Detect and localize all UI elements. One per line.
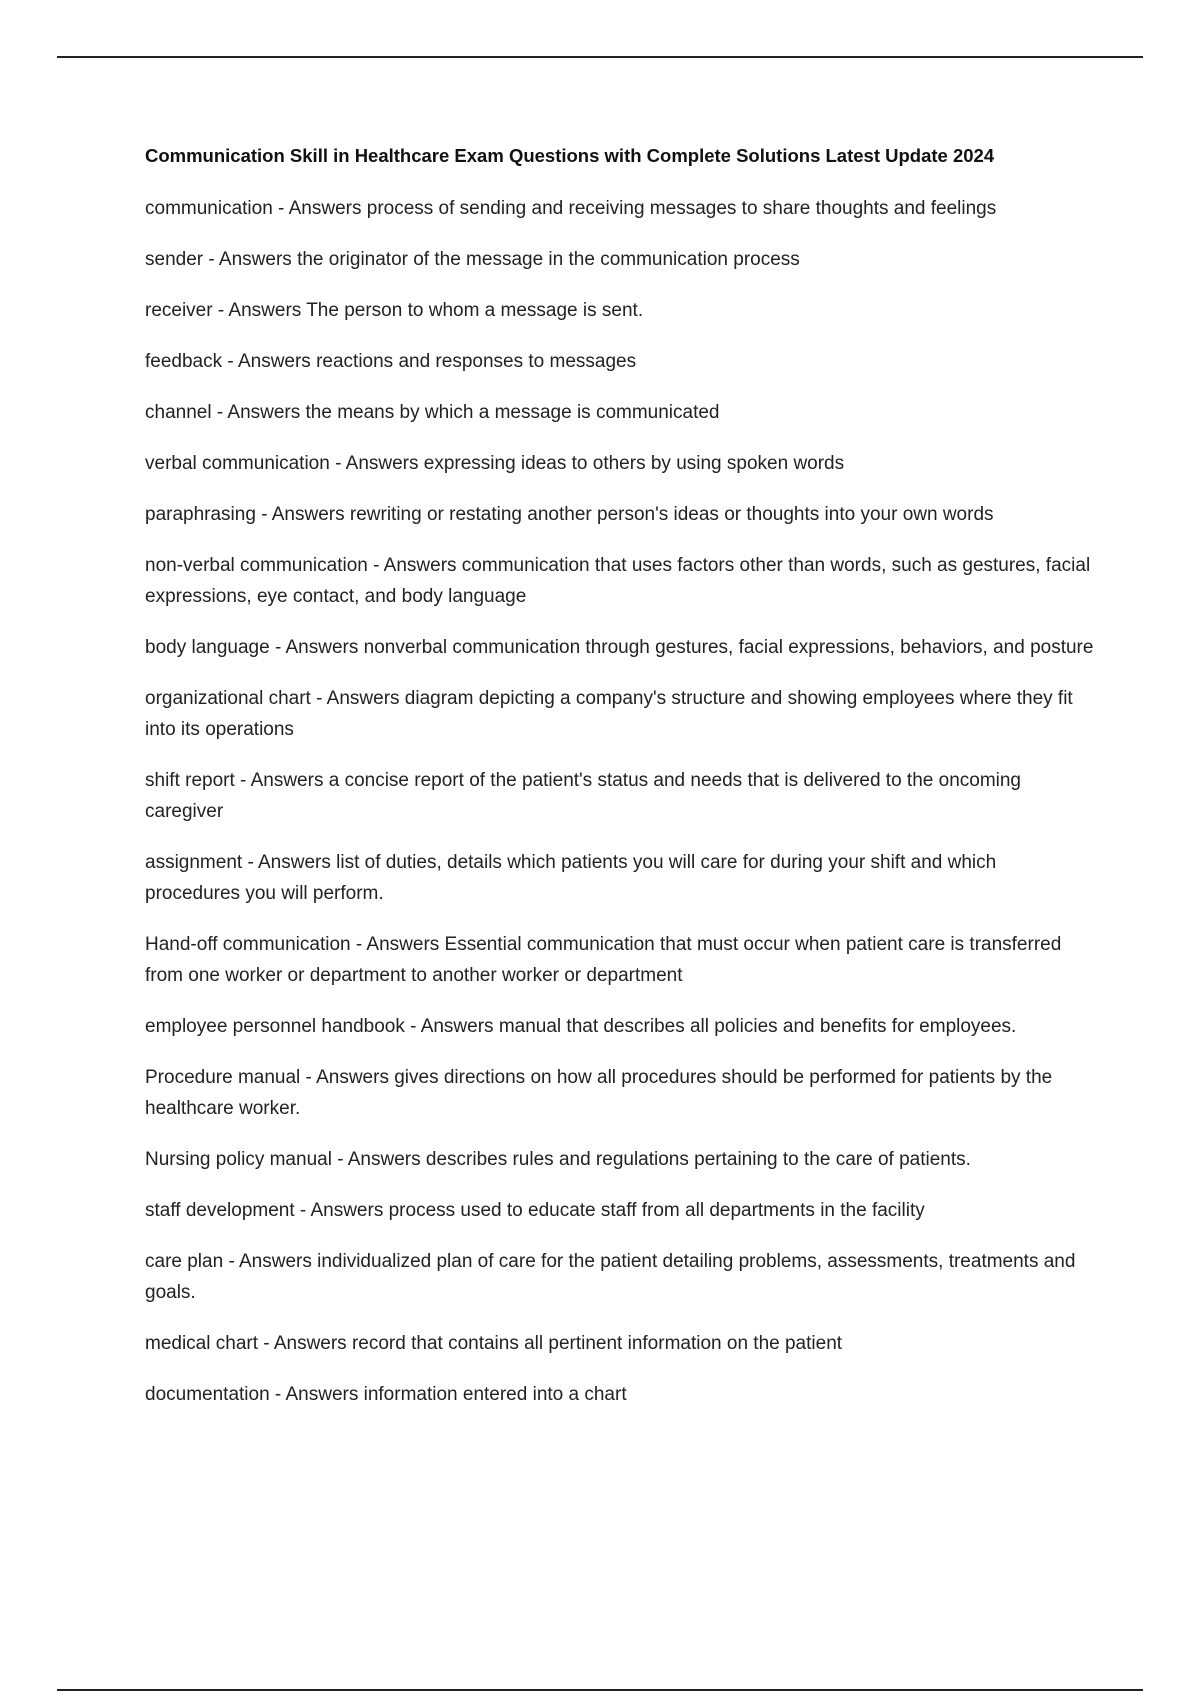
entry-channel: channel - Answers the means by which a message is communicated — [145, 402, 720, 423]
document-title: Communication Skill in Healthcare Exam Questions with Complete Solutions Latest Update 2024 — [145, 145, 995, 166]
entry-body-language: body language - Answers nonverbal communication through gestures, facial expressions, behaviors, and posture — [145, 637, 1094, 658]
entry-communication: communication - Answers process of sending and receiving messages to share thoughts and feelings — [145, 198, 997, 219]
entry-care-plan: care plan - Answers individualized plan of care for the patient detailing problems, assessments, treatments and goals. — [145, 1251, 1076, 1303]
top-divider — [57, 56, 1143, 58]
entry-assignment: assignment - Answers list of duties, details which patients you will care for during your shift and which procedures you will perform. — [145, 852, 997, 904]
entry-shift-report: shift report - Answers a concise report of the patient's status and needs that is delivered to the oncoming caregiver — [145, 770, 1022, 822]
entry-staff-development: staff development - Answers process used to educate staff from all departments in the facility — [145, 1200, 925, 1221]
entry-medical-chart: medical chart - Answers record that contains all pertinent information on the patient — [145, 1333, 843, 1354]
entry-paraphrasing: paraphrasing - Answers rewriting or restating another person's ideas or thoughts into your own words — [145, 504, 994, 525]
entry-hand-off-communication: Hand-off communication - Answers Essential communication that must occur when patient care is transferred from one worker or department to another worker or department — [145, 934, 1062, 986]
entry-receiver: receiver - Answers The person to whom a message is sent. — [145, 300, 644, 321]
entry-nursing-policy-manual: Nursing policy manual - Answers describes rules and regulations pertaining to the care of patients. — [145, 1149, 971, 1170]
entry-feedback: feedback - Answers reactions and responses to messages — [145, 351, 637, 372]
entry-employee-personnel-handbook: employee personnel handbook - Answers manual that describes all policies and benefits for employees. — [145, 1016, 1017, 1037]
entry-sender: sender - Answers the originator of the message in the communication process — [145, 249, 800, 270]
entry-documentation: documentation - Answers information entered into a chart — [145, 1384, 627, 1405]
entry-organizational-chart: organizational chart - Answers diagram depicting a company's structure and showing employees where they fit into its operations — [145, 688, 1073, 740]
bottom-divider — [57, 1689, 1143, 1691]
entry-verbal-communication: verbal communication - Answers expressing ideas to others by using spoken words — [145, 453, 845, 474]
entry-procedure-manual: Procedure manual - Answers gives directions on how all procedures should be performed for patients by the healthcare worker. — [145, 1067, 1053, 1119]
document-body — [145, 140, 1095, 1430]
entry-non-verbal-communication: non-verbal communication - Answers communication that uses factors other than words, such as gestures, facial expressions, eye contact, and body language — [145, 555, 1091, 607]
